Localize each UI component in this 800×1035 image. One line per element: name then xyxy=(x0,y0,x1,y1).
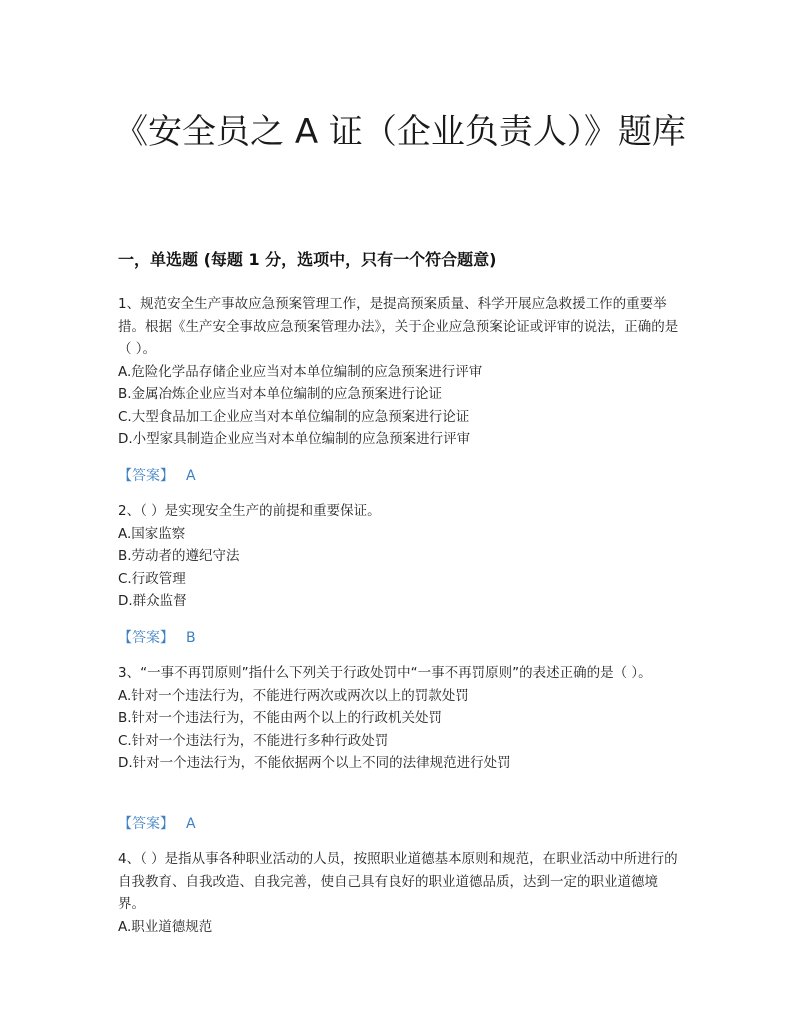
answer-1 xyxy=(118,465,196,485)
answer-value: A xyxy=(186,816,196,832)
question-option: A.针对一个违法行为，不能进行两次或两次以上的罚款处罚 xyxy=(118,687,469,704)
question-option: B.针对一个违法行为，不能由两个以上的行政机关处罚 xyxy=(118,710,443,726)
answer-label: 【答案】 xyxy=(118,468,174,484)
question-option: A.危险化学品存储企业应当对本单位编制的应急预案进行评审 xyxy=(118,363,483,380)
question-2 xyxy=(118,500,683,613)
section-heading: 一，单选题 (每题 1 分，选项中，只有一个符合题意) xyxy=(118,250,497,269)
answer-label: 【答案】 xyxy=(118,816,174,832)
question-option: B.金属冶炼企业应当对本单位编制的应急预案进行论证 xyxy=(118,386,443,402)
question-stem: 4、（ ）是指从事各种职业活动的人员，按照职业道德基本原则和规范，在职业活动中所进行的自我教育、自我改造、自我完善，使自己具有良好的职业道德品质，达到一定的职业道德境界。 xyxy=(118,851,678,912)
answer-2 xyxy=(118,627,196,647)
question-option: A.职业道德规范 xyxy=(118,918,213,935)
document-title: 《安全员之 A 证（企业负责人）》题库 xyxy=(114,112,686,152)
question-stem: 2、（ ）是实现安全生产的前提和重要保证。 xyxy=(118,503,381,519)
question-option: B.劳动者的遵纪守法 xyxy=(118,548,240,564)
question-3 xyxy=(118,662,683,775)
question-option: C.大型食品加工企业应当对本单位编制的应急预案进行论证 xyxy=(118,408,470,425)
question-option: C.行政管理 xyxy=(118,570,186,587)
question-option: C.针对一个违法行为，不能进行多种行政处罚 xyxy=(118,732,389,749)
question-stem: 3、“一事不再罚原则”指什么下列关于行政处罚中“一事不再罚原则”的表述正确的是（ ）。 xyxy=(118,665,652,681)
question-option: A.国家监察 xyxy=(118,525,186,542)
question-stem: 1、规范安全生产事故应急预案管理工作，是提高预案质量、科学开展应急救援工作的重要举措。根据《生产安全事故应急预案管理办法》，关于企业应急预案论证或评审的说法，正确的是（ ）。 xyxy=(118,296,679,357)
question-1 xyxy=(118,293,683,451)
answer-label: 【答案】 xyxy=(118,630,174,646)
question-option: D.群众监督 xyxy=(118,593,187,609)
answer-value: B xyxy=(186,630,196,646)
question-option: D.小型家具制造企业应当对本单位编制的应急预案进行评审 xyxy=(118,431,471,447)
question-option: D.针对一个违法行为，不能依据两个以上不同的法律规范进行处罚 xyxy=(118,755,511,771)
question-4 xyxy=(118,848,683,938)
answer-value: A xyxy=(186,468,196,484)
answer-3 xyxy=(118,813,196,833)
